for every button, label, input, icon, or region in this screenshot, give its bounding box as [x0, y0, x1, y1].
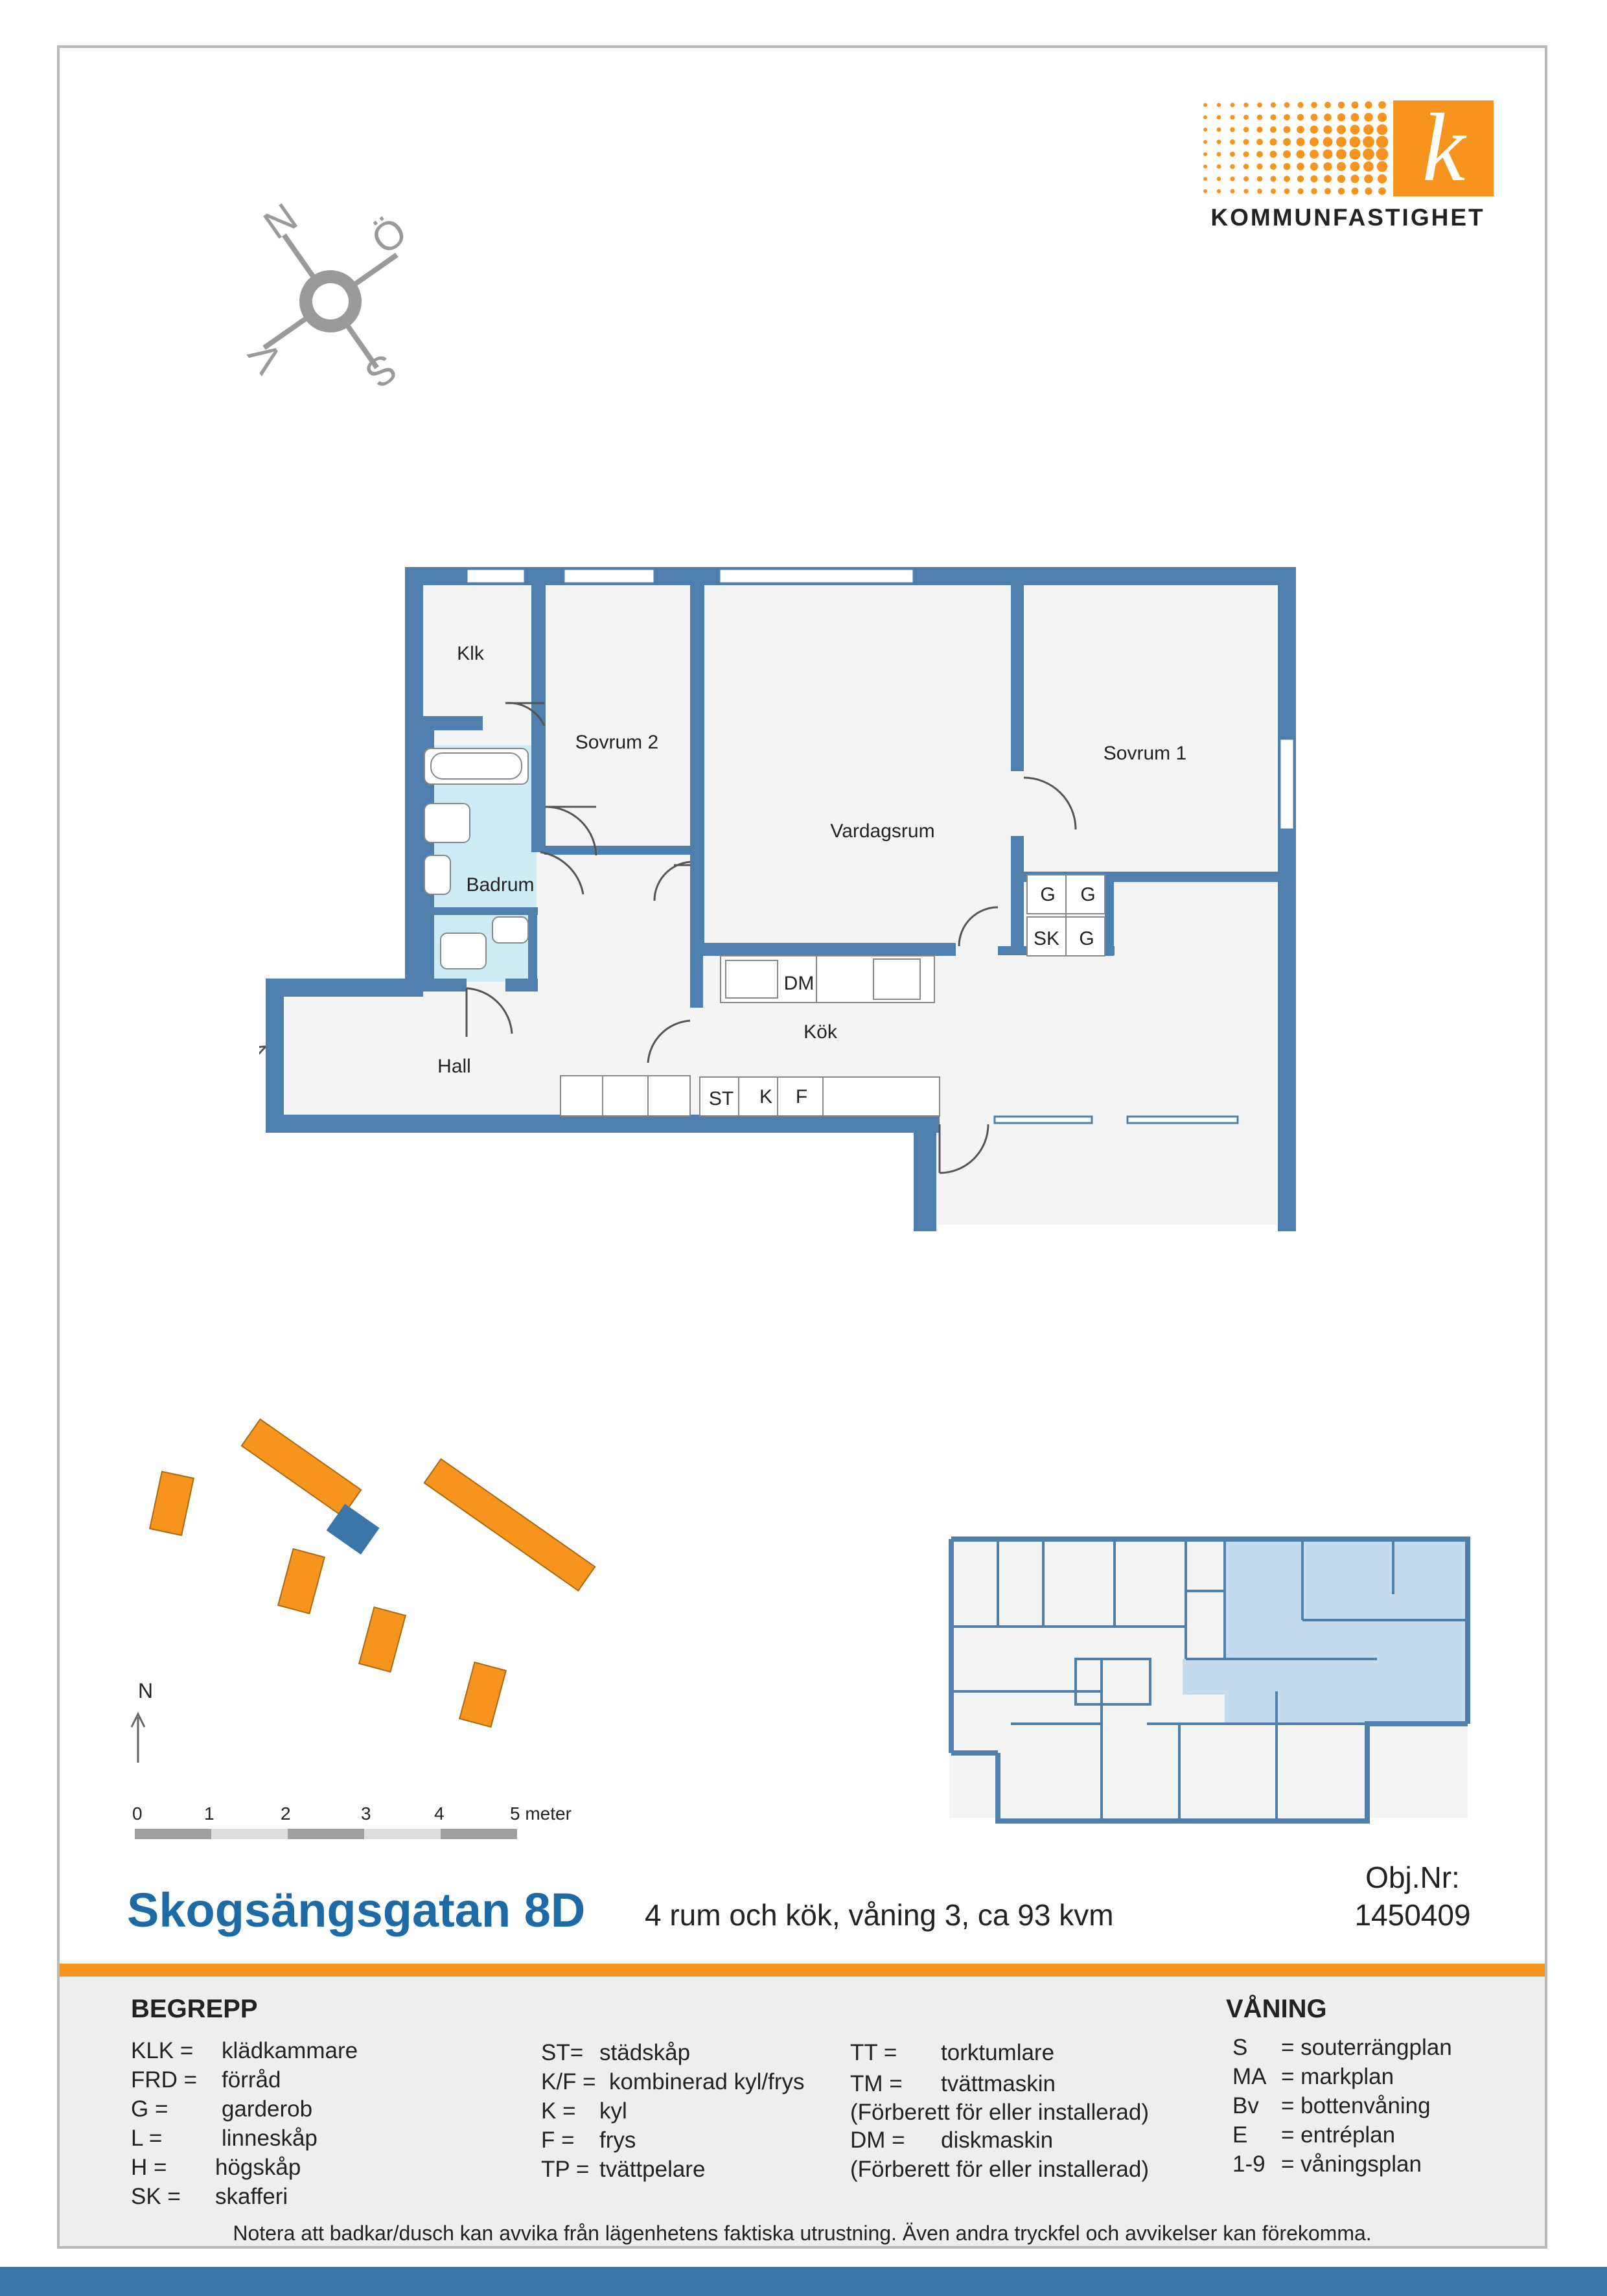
fixture-k: K	[759, 1086, 773, 1107]
logo-dot	[1256, 139, 1263, 145]
fixture-g-2: G	[1080, 884, 1096, 905]
legend-heading-begrepp: BEGREPP	[131, 1995, 258, 2023]
logo-dot	[1230, 176, 1234, 181]
logo-dot	[1378, 113, 1387, 122]
logo-dot	[1203, 115, 1207, 119]
logo-dot	[1217, 115, 1221, 120]
logo-dot	[1270, 176, 1276, 181]
logo-dot	[1297, 176, 1304, 182]
object-number-label: Obj.Nr:	[1365, 1861, 1460, 1894]
logo-dot	[1324, 188, 1331, 194]
logo-dot	[1243, 176, 1249, 181]
legend-item: TM = tvättmaskin	[850, 2071, 1056, 2096]
logo-dot	[1337, 175, 1345, 183]
logo-dot	[1230, 152, 1235, 157]
logo-dot	[1217, 189, 1221, 193]
compass-south: S	[357, 344, 405, 397]
legend-item: MA = markplan	[1232, 2064, 1394, 2089]
room-sovrum-2: Sovrum 2	[575, 732, 659, 753]
room-kok: Kök	[804, 1021, 837, 1043]
logo-dot	[1283, 138, 1291, 146]
scale-bar	[135, 1829, 517, 1839]
logo-dot	[1323, 125, 1332, 133]
logo-dot	[1323, 137, 1333, 147]
legend-item: 1-9 = våningsplan	[1232, 2151, 1422, 2177]
logo-dot	[1310, 163, 1318, 170]
logo-dot	[1217, 103, 1221, 107]
logo-dot	[1217, 152, 1221, 157]
disclaimer-note: Notera att badkar/dusch kan avvika från lägenhetens faktiska utrustning. Även andra tryckfel och avvikelser kan förekomma.	[233, 2221, 1372, 2245]
property-description: 4 rum och kök, våning 3, ca 93 kvm	[645, 1898, 1114, 1932]
room-klk: Klk	[457, 643, 484, 664]
logo-dot	[1378, 174, 1387, 183]
compass-north: N	[255, 194, 306, 248]
logo-dot	[1256, 126, 1262, 132]
legend-item: SK = skafferi	[131, 2184, 288, 2209]
logo-dot	[1284, 126, 1291, 133]
logo-dot	[1297, 102, 1303, 108]
fixture-g-3: G	[1079, 928, 1094, 949]
logo-dot	[1203, 177, 1207, 181]
legend-item: TP = tvättpelare	[541, 2157, 706, 2182]
legend-item: H = högskåp	[131, 2155, 301, 2180]
logo-dot	[1337, 113, 1345, 121]
site-buildings	[150, 1419, 595, 1727]
room-badrum: Badrum	[466, 874, 535, 896]
logo-dot	[1338, 102, 1345, 108]
legend-item: F = frys	[541, 2128, 636, 2153]
legend-item: Bv = bottenvåning	[1232, 2093, 1431, 2118]
logo-dot	[1310, 137, 1319, 146]
fixture-sk: SK	[1033, 928, 1060, 949]
logo-dot	[1243, 139, 1249, 145]
logo-dot	[1203, 128, 1207, 132]
room-vardagsrum: Vardagsrum	[830, 820, 935, 842]
logo-dot	[1363, 161, 1374, 172]
site-north-label: N	[138, 1679, 154, 1702]
scale-label-0: 0	[132, 1803, 143, 1824]
fixture-st: ST	[708, 1088, 734, 1109]
logo-dot	[1377, 161, 1388, 172]
logo-dot	[1243, 127, 1249, 132]
logo-dot	[1350, 162, 1360, 172]
footer-bar	[0, 2267, 1607, 2296]
logo-dot	[1256, 151, 1263, 157]
orange-divider	[60, 1964, 1545, 1977]
logo-mark	[1199, 97, 1497, 201]
logo-letter: k	[1422, 97, 1466, 201]
logo-dot	[1338, 188, 1345, 194]
logo-dot	[1283, 150, 1291, 158]
fixture-dm: DM	[783, 973, 815, 994]
logo-dot	[1270, 163, 1277, 170]
logo-dot	[1323, 162, 1332, 170]
legend-item: FRD = förråd	[131, 2067, 281, 2093]
logo-dot	[1203, 140, 1207, 144]
logo-dot	[1243, 164, 1249, 169]
legend-item: G = garderob	[131, 2096, 313, 2122]
logo-dot	[1271, 102, 1276, 108]
logo-dot	[1323, 150, 1333, 159]
logo-dot	[1270, 151, 1277, 158]
logo-dot	[1324, 113, 1332, 121]
logo-dot	[1364, 174, 1373, 183]
site-plan	[130, 1413, 622, 1853]
logo-dot	[1378, 187, 1386, 195]
logo-dot	[1257, 115, 1263, 121]
logo-dot	[1376, 136, 1389, 148]
logo-dot	[1243, 189, 1248, 193]
logo-dot	[1257, 189, 1262, 194]
legend-item: K = kyl	[541, 2098, 627, 2124]
logo-dot	[1311, 188, 1317, 194]
logo-dot	[1230, 127, 1235, 132]
legend-item: DM = diskmaskin	[850, 2128, 1054, 2153]
legend-item: ST= städskåp	[541, 2040, 691, 2065]
logo-dot	[1231, 189, 1235, 194]
legend-item: KLK = klädkammare	[131, 2038, 358, 2063]
logo-dot	[1297, 163, 1304, 170]
logo-dot	[1297, 138, 1305, 146]
compass-icon	[220, 194, 441, 408]
logo-dot	[1230, 139, 1235, 145]
logo-dot	[1350, 149, 1361, 160]
logo-dot	[1257, 176, 1263, 182]
scale-labels	[132, 1803, 572, 1824]
logo-dot	[1284, 176, 1290, 182]
legend-item: K/F = kombinerad kyl/frys	[541, 2069, 805, 2094]
logo-dot	[1217, 165, 1221, 169]
logo-wordmark: KOMMUNFASTIGHET	[1210, 204, 1485, 231]
logo-dot	[1230, 115, 1234, 119]
logo-dot	[1297, 150, 1305, 159]
logo-dot	[1243, 102, 1248, 107]
logo-dot	[1271, 189, 1276, 194]
logo-dot	[1203, 189, 1207, 193]
room-sovrum-1: Sovrum 1	[1103, 743, 1187, 764]
object-number	[1335, 1859, 1490, 1934]
logo-dot	[1363, 136, 1374, 148]
logo-dot	[1284, 102, 1290, 108]
floor-plan	[259, 557, 1309, 1244]
key-plan	[940, 1529, 1484, 1834]
kommunfastighet-logo	[1199, 97, 1497, 233]
scale-label-3: 3	[361, 1803, 371, 1824]
compass-west: V	[240, 333, 292, 382]
logo-dot	[1365, 187, 1372, 194]
logo-dot	[1310, 126, 1318, 133]
legend-item: S = souterrängplan	[1232, 2035, 1452, 2060]
logo-dot	[1243, 115, 1249, 120]
logo-dot	[1324, 102, 1331, 108]
legend-item: (Förberett för eller installerad)	[850, 2100, 1149, 2125]
logo-dot	[1363, 124, 1374, 135]
property-address: Skogsängsgatan 8D	[127, 1883, 586, 1937]
logo-dot	[1256, 163, 1262, 169]
room-hall: Hall	[437, 1056, 471, 1077]
logo-dot	[1231, 103, 1235, 108]
logo-dot	[1270, 139, 1277, 146]
logo-dot	[1352, 188, 1359, 195]
fixture-g-1: G	[1040, 884, 1056, 905]
scale-label-5: 5 meter	[510, 1803, 572, 1824]
scale-label-2: 2	[281, 1803, 291, 1824]
logo-dot	[1363, 148, 1374, 160]
logo-dot	[1350, 137, 1361, 148]
scale-label-1: 1	[204, 1803, 214, 1824]
logo-dot	[1376, 148, 1389, 161]
logo-dot	[1365, 101, 1372, 108]
logo-dot	[1284, 163, 1291, 170]
logo-dot	[1350, 125, 1360, 135]
logo-dot	[1351, 113, 1359, 122]
compass-east: Ö	[364, 209, 415, 264]
logo-dot	[1310, 175, 1317, 182]
legend-item: E = entréplan	[1232, 2122, 1396, 2148]
logo-dot	[1351, 175, 1359, 183]
logo-dot	[1243, 152, 1249, 157]
logo-dot	[1310, 150, 1319, 159]
logo-dot	[1377, 124, 1388, 135]
logo-dot	[1270, 126, 1277, 133]
logo-dot	[1270, 114, 1276, 120]
logo-dot	[1310, 113, 1317, 121]
logo-dot	[1364, 113, 1373, 122]
logo-dot	[1217, 177, 1221, 181]
logo-dot	[1336, 149, 1347, 159]
legend-heading-vaning: VÅNING	[1226, 1995, 1327, 2023]
logo-dot	[1203, 165, 1207, 168]
logo-dot	[1203, 103, 1207, 107]
logo-dot	[1217, 128, 1221, 132]
legend-item: L = linneskåp	[131, 2126, 318, 2151]
logo-dot	[1337, 162, 1346, 171]
logo-dot	[1284, 114, 1290, 121]
logo-dot	[1336, 137, 1347, 147]
scale-label-4: 4	[434, 1803, 445, 1824]
legend-item: TT = torktumlare	[850, 2040, 1055, 2065]
legend-item: (Förberett för eller installerad)	[850, 2157, 1149, 2182]
logo-dot	[1203, 152, 1207, 156]
logo-dot	[1230, 164, 1235, 169]
logo-dot	[1352, 102, 1359, 109]
logo-dot	[1311, 102, 1317, 108]
logo-dot	[1297, 126, 1304, 133]
logo-dot	[1257, 102, 1262, 108]
logo-dot	[1284, 189, 1290, 194]
object-number-value: 1450409	[1354, 1898, 1471, 1932]
logo-dot	[1297, 188, 1303, 194]
logo-dot	[1337, 125, 1346, 134]
logo-dot	[1297, 114, 1304, 121]
logo-dot	[1378, 101, 1386, 109]
logo-dot	[1217, 140, 1221, 145]
fixture-f: F	[795, 1086, 808, 1107]
logo-dot	[1324, 175, 1332, 183]
